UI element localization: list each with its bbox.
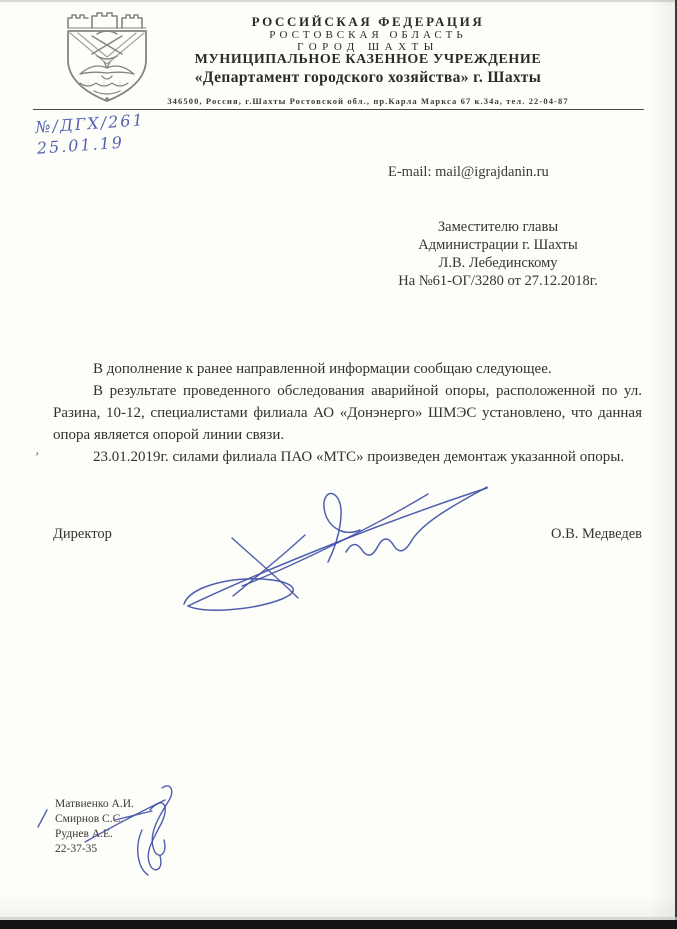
letterhead-region: РОСТОВСКАЯ ОБЛАСТЬ xyxy=(269,29,467,41)
body-paragraph: В результате проведенного обследования аварийной опоры, расположенной по ул. Разина, 10-12, специалистами филиала АО «Донэнерго» ШМЭС установлено, что данная опора является опорой линии связи. xyxy=(53,383,642,443)
footer-handwritten-scribble xyxy=(30,780,180,885)
recipient-line: Л.В. Лебединскому xyxy=(438,255,558,271)
handwritten-registration-note xyxy=(35,109,147,159)
contact-phone: 22-37-35 xyxy=(55,843,98,855)
letterhead-city: ГОРОД ШАХТЫ xyxy=(297,41,439,53)
contact-name: Матвиенко А.И. xyxy=(55,798,134,810)
letterhead-org-name: «Департамент городского хозяйства» г. Шахты xyxy=(194,69,542,86)
letterhead-country: РОССИЙСКАЯ ФЕДЕРАЦИЯ xyxy=(251,14,485,29)
scan-speck: , xyxy=(34,441,42,459)
letterhead-org-type: МУНИЦИПАЛЬНОЕ КАЗЕННОЕ УЧРЕЖДЕНИЕ xyxy=(194,52,542,67)
handwritten-date: 25.01.19 xyxy=(36,132,125,158)
body-paragraph: 23.01.2019г. силами филиала ПАО «МТС» произведен демонтаж указанной опоры. xyxy=(93,449,625,465)
recipient-block xyxy=(352,218,644,290)
email-line: E-mail: mail@igrajdanin.ru xyxy=(388,164,549,180)
scan-edge-top xyxy=(0,0,677,2)
letter-body xyxy=(53,358,642,468)
body-paragraph: В дополнение к ранее направленной информации сообщаю следующее. xyxy=(93,361,552,377)
contact-name: Смирнов С.С. xyxy=(55,813,124,825)
recipient-reference-line: На №61-ОГ/3280 от 27.12.2018г. xyxy=(398,273,598,289)
signer-name: О.В. Медведев xyxy=(550,526,642,542)
handwritten-number: №/ДГХ/261 xyxy=(34,110,146,137)
recipient-line: Администрации г. Шахты xyxy=(418,237,578,253)
letterhead-address: 346500, Россия, г.Шахты Ростовской обл., пр.Карла Маркса 67 к.34а, тел. 22-04-87 xyxy=(167,96,569,106)
scan-shadow-right xyxy=(649,0,675,929)
director-handwritten-signature xyxy=(170,478,500,618)
scan-edge-bottom xyxy=(0,920,677,929)
position-title: Директор xyxy=(53,526,112,542)
recipient-line: Заместителю главы xyxy=(437,219,559,235)
contact-name: Руднев А.Е. xyxy=(55,828,113,840)
